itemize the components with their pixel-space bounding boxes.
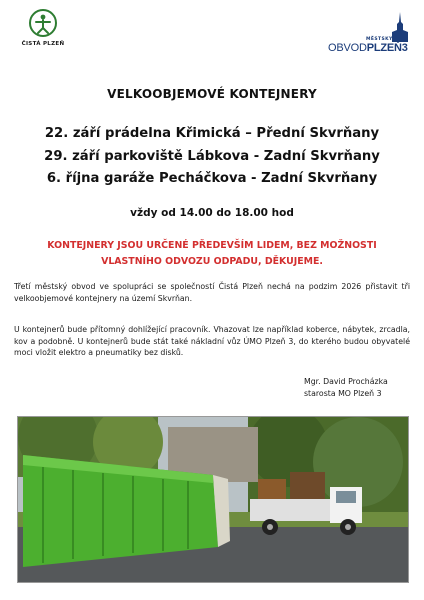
signature (304, 376, 388, 399)
signature-name: Mgr. David Procházka (304, 377, 388, 386)
page-title: VELKOOBJEMOVÉ KONTEJNERY (107, 87, 317, 101)
schedule-list (0, 123, 424, 191)
obvod-plzen-label (328, 42, 408, 54)
container-photo (17, 416, 409, 583)
schedule-item: 29. září parkoviště Lábkova - Zadní Skvrňany (44, 148, 380, 164)
schedule-item: 22. září prádelna Křimická – Přední Skvrňany (44, 126, 380, 141)
cista-plzen-logo (17, 8, 69, 47)
truck-bed (250, 499, 330, 521)
time-range: vždy od 14.00 do 18.00 hod (130, 207, 294, 219)
header (0, 0, 424, 70)
notice-text: KONTEJNERY JSOU URČENÉ PŘEDEVŠÍM LIDEM, BEZ MOŽNOSTI VLASTNÍHO ODVOZU ODPADU, DĚKUJEME. (47, 240, 377, 267)
vitruvian-figure-icon (28, 8, 58, 38)
obvod-number: 3 (401, 42, 408, 54)
left-logo-label: ČISTÁ PLZEŇ (21, 41, 65, 47)
signature-role: starosta MO Plzeň 3 (304, 388, 382, 398)
mestsky-label: MĚSTSKÝ (366, 37, 393, 42)
container-truck-illustration (18, 417, 408, 582)
obvod-word: OBVOD (328, 42, 367, 54)
paragraph: U kontejnerů bude přítomný dohlížející pracovník. Vhazovat lze například koberce, nábytek, zrcadla, kov a podobně. U kontejnerů bude stát také nákladní vůz ÚMO Plzeň 3, do kterého budou obyvatelé moci vložit elektro a pneumatiky bez disků. (14, 325, 410, 357)
paragraph: Třetí městský obvod ve spolupráci se společností Čistá Plzeň nechá na podzim 2026 přistavit tři velkoobjemové kontejnery na území Skvrňan. (14, 282, 410, 303)
schedule-item: 6. října garáže Pecháčkova - Zadní Skvrňany (46, 171, 378, 186)
mestsky-obvod-logo (326, 10, 416, 60)
plzen-word: PLZEŇ (366, 42, 402, 54)
